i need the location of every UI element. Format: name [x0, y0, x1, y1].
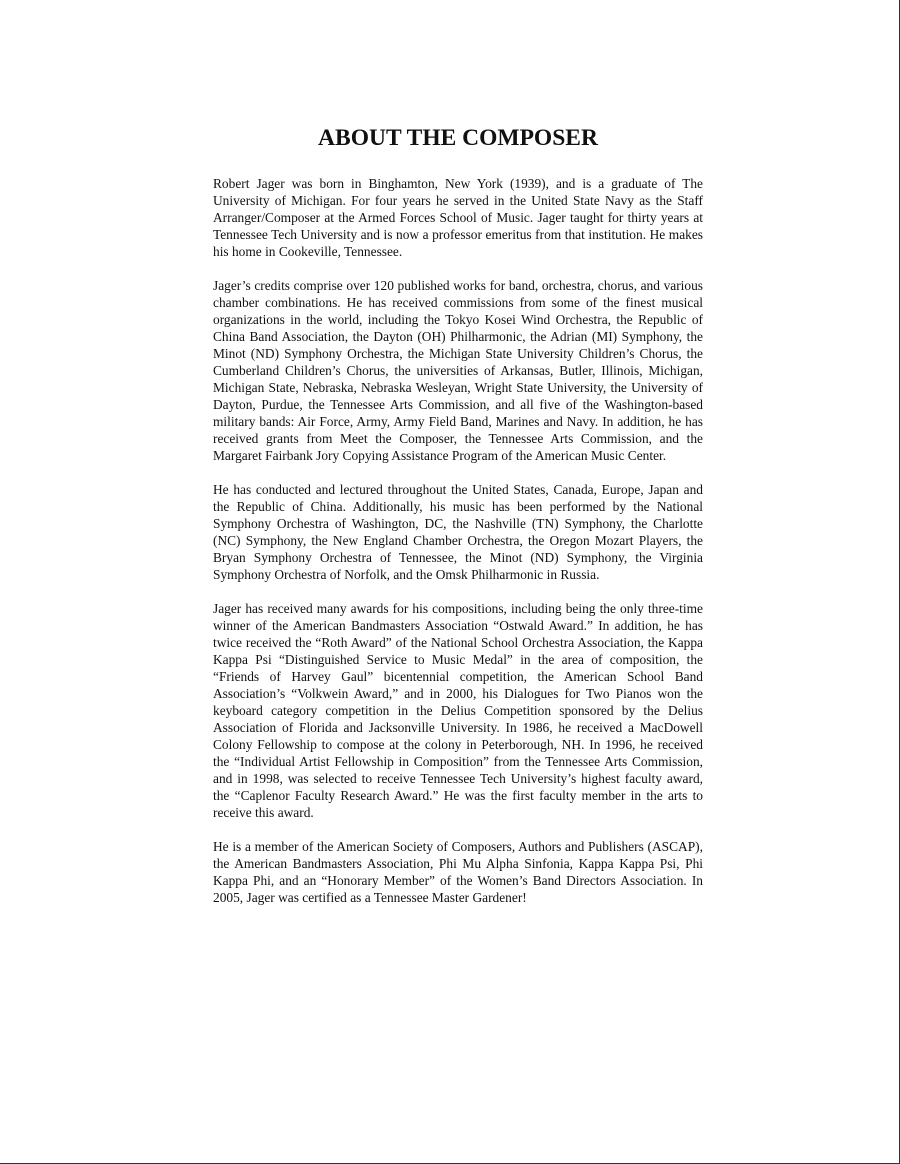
bio-paragraph-performances: He has conducted and lectured throughout the United States, Canada, Europe, Japan and the Republic of China. Additionally, his music has been performed by the National Symphony Orchestra of Washington, DC, the Nashville (TN) Symphony, the Charlotte (NC) Symphony, the New England Chamber Orchestra, the Oregon Mozart Players, the Bryan Symphony Orchestra of Tennessee, the Minot (ND) Symphony, the Virginia Symphony Orchestra of Norfolk, and the Omsk Philharmonic in Russia. [213, 482, 703, 583]
bio-paragraph-memberships: He is a member of the American Society of Composers, Authors and Publishers (ASCAP), the American Bandmasters Association, Phi Mu Alpha Sinfonia, Kappa Kappa Psi, Phi Kappa Phi, and an “Honorary Member” of the Women’s Band Directors Association. In 2005, Jager was certified as a Tennessee Master Gardener! [213, 839, 703, 906]
document-body [213, 124, 703, 923]
bio-paragraph-works: Jager’s credits comprise over 120 published works for band, orchestra, chorus, and various chamber combinations. He has received commissions from some of the finest musical organizations in the world, including the Tokyo Kosei Wind Orchestra, the Republic of China Band Association, the Dayton (OH) Philharmonic, the Adrian (MI) Symphony, the Minot (ND) Symphony Orchestra, the Michigan State University Children’s Chorus, the Cumberland Children’s Chorus, the universities of Arkansas, Butler, Illinois, Michigan, Michigan State, Nebraska, Nebraska Wesleyan, Wright State University, the University of Dayton, Purdue, the Tennessee Arts Commission, and all five of the Washington-based military bands: Air Force, Army, Army Field Band, Marines and Navy. In addition, he has received grants from Meet the Composer, the Tennessee Arts Commission, and the Margaret Fairbank Jory Copying Assistance Program of the American Music Center. [213, 278, 703, 464]
page-title: ABOUT THE COMPOSER [318, 125, 598, 151]
bio-paragraph-awards: Jager has received many awards for his compositions, including being the only three-time winner of the American Bandmasters Association “Ostwald Award.” In addition, he has twice received the “Roth Award” of the National School Orchestra Association, the Kappa Kappa Psi “Distinguished Service to Music Medal” in the area of composition, the “Friends of Harvey Gaul” bicentennial competition, the American School Band Association’s “Volkwein Award,” and in 2000, his Dialogues for Two Pianos won the keyboard category competition in the Delius Competition sponsored by the Delius Association of Florida and Jacksonville University. In 1986, he received a MacDowell Colony Fellowship to compose at the colony in Peterborough, NH. In 1996, he received the “Individual Artist Fellowship in Composition” from the Tennessee Arts Commission, and in 1998, was selected to receive Tennessee Tech University’s highest faculty award, the “Caplenor Faculty Research Award.” He was the first faculty member in the arts to receive this award. [213, 601, 703, 821]
bio-paragraph-background: Robert Jager was born in Binghamton, New York (1939), and is a graduate of The University of Michigan. For four years he served in the United State Navy as the Staff Arranger/Composer at the Armed Forces School of Music. Jager taught for thirty years at Tennessee Tech University and is now a professor emeritus from that institution. He makes his home in Cookeville, Tennessee. [213, 176, 703, 260]
